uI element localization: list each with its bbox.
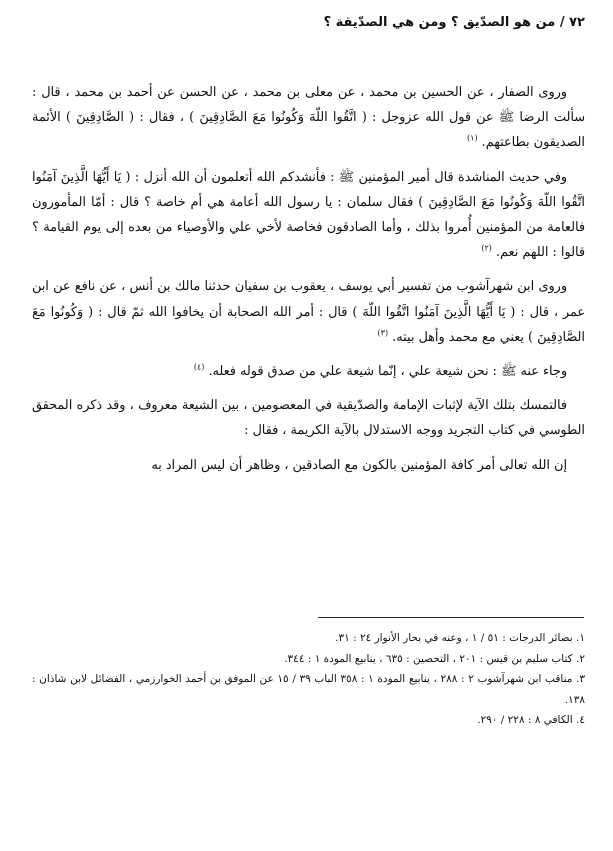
paragraph-2-text: وفي حديث المناشدة قال أمير المؤمنين ﷺ : فأنشدكم الله أتعلمون أن الله أنزل : ( يَا أَيُّهَا الَّذِينَ آمَنُوا اتَّقُوا اللّهَ وَكُونُوا مَعَ الصَّادِقِينَ ) فقال سلمان : يا رسول الله أعامة هي أم خاصة ؟ قال : أمّا المأمورون فالعامة من المؤمنين أُمروا بذلك ، وأما الصادقون فخاصة لأخي علي والأوصياء من بعده إلى يوم القيامة ؟ قالوا : اللهم نعم. [32, 169, 585, 261]
paragraph-6: إن الله تعالى أمر كافة المؤمنين بالكون مع الصادقين ، وظاهر أن ليس المراد به [151, 457, 567, 473]
footnote-ref-2: (٢) [481, 243, 492, 253]
footnote-divider [318, 617, 584, 618]
footnote-ref-1: (١) [467, 134, 478, 144]
footnote-4: ٤. الكافي ٨ : ٢٢٨ / ٢٩٠. [477, 714, 585, 727]
footnote-ref-4: (٤) [193, 362, 205, 372]
main-text [32, 80, 585, 487]
footnote-3: ٣. مناقب ابن شهرآشوب ٢ : ٢٨٨ ، ينابيع المودة ١ : ٣٥٨ الباب ٣٩ / ١٥ عن الموفق بن أحمد الخوارزمي ، الفضائل لابن شاذان : ١٣٨. [32, 673, 585, 706]
footnotes [32, 628, 585, 731]
paragraph-1-text: وروى الصفار ، عن الحسين بن محمد ، عن معلى بن محمد ، عن الحسن عن أحمد بن محمد ، قال : سألت الرضا ﷺ عن قول الله عزوجل : ( اتَّقُوا اللّهَ وَكُونُوا مَعَ الصَّادِقِينَ ) ، فقال : ( الصَّادِقِينَ ) الأئمة الصديقون بطاعتهم. [32, 85, 585, 151]
paragraph-4-text: وجاء عنه ﷺ : نحن شيعة علي ، إنّما شيعة علي من صدق قوله فعله. [208, 364, 567, 380]
paragraph-5: فالتمسك بتلك الآية لإثبات الإمامة والصدّيقية في المعصومين ، بين الشيعة معروف ، وقد ذكره المحقق الطوسي في كتاب التجريد ووجه الاستدلال بالآية الكريمة ، فقال : [32, 398, 585, 439]
paragraph-3-text: وروى ابن شهرآشوب من تفسير أبي يوسف ، يعقوب بن سفيان حدثنا مالك بن أنس ، عن نافع عن ابن عمر ، قال : ( يَا أَيُّهَا الَّذِينَ آمَنُوا اتَّقُوا اللّهَ ) قال : أمر الله الصحابة أن يخافوا الله ثمّ قال : ( وَكُونُوا مَعَ الصَّادِقِينَ ) يعني مع محمد وأهل بيته. [32, 279, 585, 345]
paragraph-2 [32, 165, 585, 266]
paragraph-3 [32, 274, 585, 350]
running-header: ٧٢ / من هو الصدّيق ؟ ومن هي الصدّيقة ؟ [323, 15, 585, 30]
footnote-2: ٢. كتاب سليم بن قيس : ٢٠١ ، التحصين : ٦٣٥ ، ينابيع المودة ١ : ٣٤٤. [284, 652, 585, 665]
footnote-ref-3: (٣) [377, 328, 389, 338]
footnote-1: ١. بصائر الدرجات : ٥١ / ١ ، وعنه في بحار الأنوار ٢٤ : ٣١. [335, 632, 585, 644]
paragraph-1 [32, 80, 585, 156]
paragraph-4 [32, 359, 585, 384]
